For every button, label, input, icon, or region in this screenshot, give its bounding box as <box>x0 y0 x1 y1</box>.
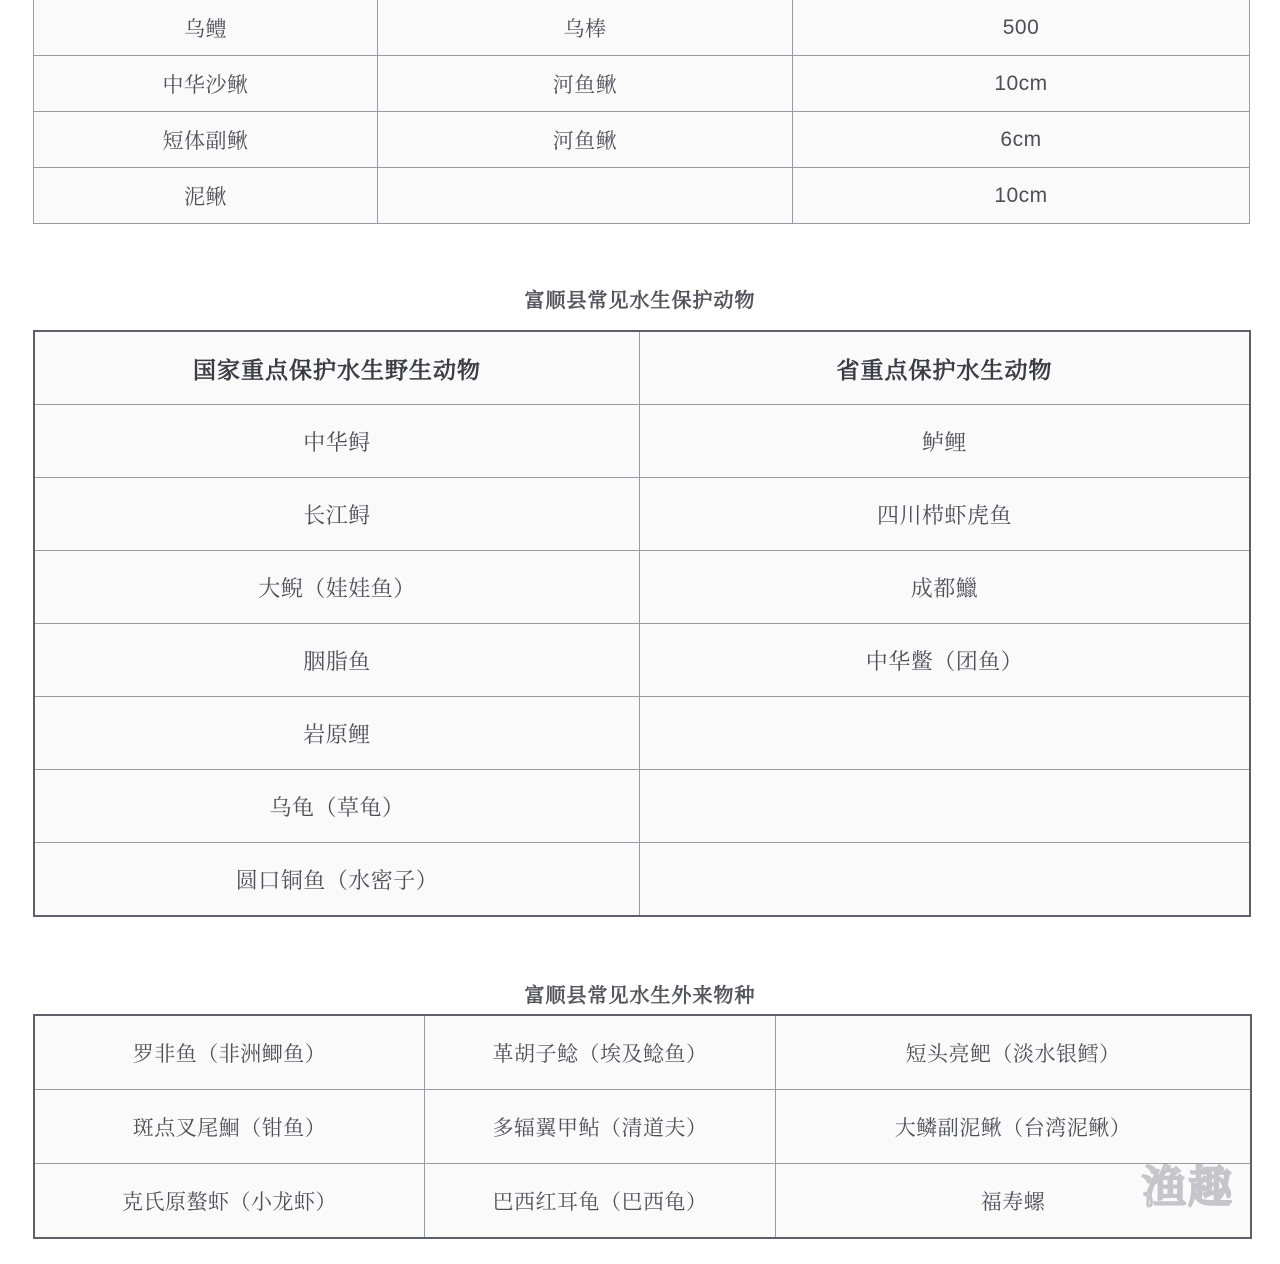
cell-local-name: 河鱼鳅 <box>378 56 793 112</box>
cell-provincial-species: 中华鳖（团鱼） <box>640 624 1251 697</box>
cell-local-name: 乌棒 <box>378 0 793 56</box>
cell-national-species: 岩原鲤 <box>34 697 640 770</box>
cell-local-name <box>378 168 793 224</box>
cell-species-name: 泥鳅 <box>34 168 378 224</box>
table-row <box>34 112 1250 168</box>
cell-national-species: 圆口铜鱼（水密子） <box>34 843 640 917</box>
table-row <box>34 697 1250 770</box>
cell-size-value: 10cm <box>793 56 1250 112</box>
cell-species-name: 乌鳢 <box>34 0 378 56</box>
cell-provincial-species: 四川栉虾虎鱼 <box>640 478 1251 551</box>
cell-size-value: 500 <box>793 0 1250 56</box>
cell-provincial-species <box>640 697 1251 770</box>
table-row <box>34 843 1250 917</box>
cell-provincial-species: 鲈鲤 <box>640 405 1251 478</box>
table-row <box>34 1090 1251 1164</box>
table-row <box>34 56 1250 112</box>
protected-animals-table <box>33 330 1251 917</box>
cell-national-species: 中华鲟 <box>34 405 640 478</box>
cell-national-species: 长江鲟 <box>34 478 640 551</box>
cell-invasive-species: 大鳞副泥鳅（台湾泥鳅） <box>776 1090 1252 1164</box>
cell-invasive-species: 克氏原螯虾（小龙虾） <box>34 1164 425 1239</box>
protected-animals-caption: 富顺县常见水生保护动物 <box>524 290 756 312</box>
cell-provincial-species <box>640 843 1251 917</box>
table-row <box>34 1164 1251 1239</box>
table-row <box>34 168 1250 224</box>
cell-invasive-species: 罗非鱼（非洲鲫鱼） <box>34 1015 425 1090</box>
cell-national-species: 大鲵（娃娃鱼） <box>34 551 640 624</box>
cell-species-name: 短体副鳅 <box>34 112 378 168</box>
table-row <box>34 624 1250 697</box>
cell-species-name: 中华沙鳅 <box>34 56 378 112</box>
cell-size-value: 10cm <box>793 168 1250 224</box>
cell-provincial-species <box>640 770 1251 843</box>
cell-national-species: 胭脂鱼 <box>34 624 640 697</box>
table-header-row <box>34 331 1250 405</box>
cell-invasive-species: 多辐翼甲鲇（清道夫） <box>425 1090 776 1164</box>
column-header-provincial: 省重点保护水生动物 <box>640 331 1251 405</box>
cell-invasive-species: 革胡子鲶（埃及鲶鱼） <box>425 1015 776 1090</box>
table-row <box>34 551 1250 624</box>
cell-invasive-species: 福寿螺 <box>776 1164 1252 1239</box>
cell-local-name: 河鱼鳅 <box>378 112 793 168</box>
table-row <box>34 0 1250 56</box>
invasive-species-caption: 富顺县常见水生外来物种 <box>524 985 756 1007</box>
cell-national-species: 乌龟（草龟） <box>34 770 640 843</box>
table-row <box>34 405 1250 478</box>
top-fish-table <box>33 0 1250 224</box>
cell-size-value: 6cm <box>793 112 1250 168</box>
table-row <box>34 478 1250 551</box>
cell-invasive-species: 短头亮鲃（淡水银鳕） <box>776 1015 1252 1090</box>
cell-invasive-species: 斑点叉尾鮰（钳鱼） <box>34 1090 425 1164</box>
table-row <box>34 1015 1251 1090</box>
cell-provincial-species: 成都鱲 <box>640 551 1251 624</box>
column-header-national: 国家重点保护水生野生动物 <box>34 331 640 405</box>
table-row <box>34 770 1250 843</box>
invasive-species-table <box>33 1014 1252 1239</box>
cell-invasive-species: 巴西红耳龟（巴西龟） <box>425 1164 776 1239</box>
